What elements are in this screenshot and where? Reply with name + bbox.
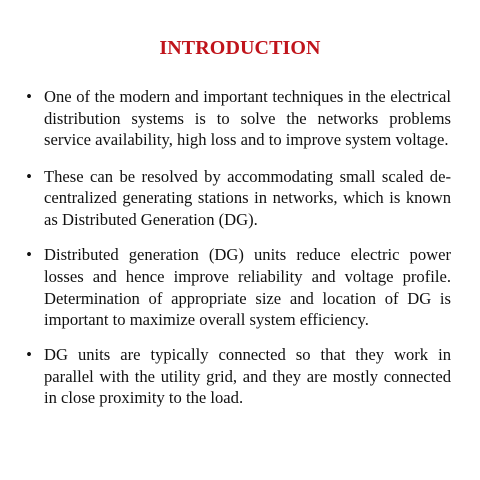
bullet-item xyxy=(20,86,451,151)
bullet-dot-icon: • xyxy=(26,87,32,106)
bullet-text: DG units are typically connected so that they work in parallel with the utility grid, and they are mostly connected in close proximity to the load. xyxy=(44,345,451,408)
bullet-item xyxy=(20,244,451,331)
bullet-dot-icon: • xyxy=(26,345,32,365)
slide-title: INTRODUCTION xyxy=(159,37,321,59)
bullet-text: These can be resolved by accommodating small scaled de-centralized generating stations in networks, which is known as Distributed Generation (DG). xyxy=(44,166,451,230)
bullet-dot-icon: • xyxy=(26,166,32,186)
bullet-item xyxy=(20,166,451,231)
bullet-text: Distributed generation (DG) units reduce electric power losses and hence improve reliability and voltage profile. Determination of appropriate size and location of DG is important to maximize overall system efficiency. xyxy=(44,245,451,330)
bullet-item xyxy=(20,344,451,409)
bullet-text: One of the modern and important techniques in the electrical distribution systems is to solve the networks problems service availability, high loss and to improve system voltage. xyxy=(44,87,451,150)
bullet-dot-icon: • xyxy=(26,245,32,265)
bullet-list xyxy=(20,86,451,424)
